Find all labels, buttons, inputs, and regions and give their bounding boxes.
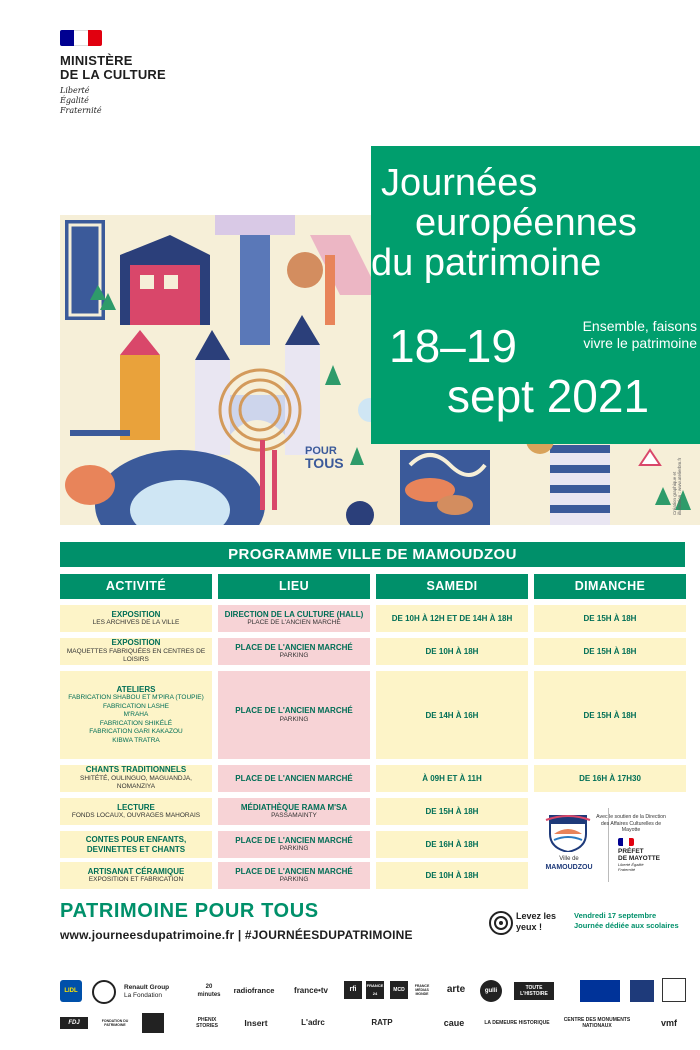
table-row-5-place: MÉDIATHÈQUE RAMA M'SA PASSAMAINTY [218, 798, 370, 825]
partner-logo-france24: FRANCE 24 [366, 981, 384, 999]
partner-logo-radiofrance: radiofrance [233, 986, 275, 995]
partner-logo-toutelhistoire: TOUTE L'HISTOIRE [514, 982, 554, 1000]
eye-icon [488, 910, 514, 936]
column-header-activity: ACTIVITÉ [60, 574, 212, 599]
partner-logo-gulli: gulli [480, 980, 502, 1002]
partner-logo-fondation-patrimoine: FONDATION DU PATRIMOINE [101, 1018, 129, 1027]
table-row-7-saturday: DE 10H À 18H [376, 862, 528, 889]
programme-heading: PROGRAMME VILLE DE MAMOUDZOU [60, 542, 685, 567]
table-row-7-place: PLACE DE L'ANCIEN MARCHÉ PARKING [218, 862, 370, 889]
table-row-2-place: PLACE DE L'ANCIEN MARCHÉ PARKING [218, 638, 370, 665]
french-flag-icon [60, 30, 102, 46]
table-row-3-activity: ATELIERS FABRICATION SHABOU ET M'PIRA (TOUPIE) FABRICATION LASHE M'RAHA FABRICATION SHIKÉLÉ FABRICATION GARI KAKAZOU KIBWA TRATRA [60, 671, 212, 759]
partner-logo-lidl: LIDL [60, 980, 82, 1002]
partner-logo-20minutes: 20 minutes [197, 984, 221, 998]
partner-logo-vmf: vmf [660, 1018, 677, 1028]
table-row-4-sunday: DE 16H À 17H30 [534, 765, 686, 792]
table-row-3-sunday: DE 15H À 18H [534, 671, 686, 759]
table-row-3-saturday: DE 14H À 16H [376, 671, 528, 759]
column-header-saturday: SAMEDI [376, 574, 528, 599]
event-tagline: Ensemble, faisons vivre le patrimoine [582, 318, 697, 351]
french-flag-small-icon [618, 838, 634, 846]
table-row-1-sunday: DE 15H À 18H [534, 605, 686, 632]
event-title: Journées européennes du patrimoine [371, 162, 637, 284]
partner-logo-insert: Insert [244, 1018, 268, 1028]
table-row-6-activity: CONTES POUR ENFANTS, DEVINETTES ET CHANTS [60, 831, 212, 858]
partner-logo-eu-flag [580, 980, 620, 1002]
table-row-2-sunday: DE 15H À 18H [534, 638, 686, 665]
table-row-1-place: DIRECTION DE LA CULTURE (HALL) PLACE DE L'ANCIEN MARCHÉ [218, 605, 370, 632]
partner-logo-rfi: rfi [344, 981, 362, 999]
partner-logo-francemediasmonde: FRANCE MÉDIAS MONDE [414, 984, 430, 996]
partner-logo-phenix: PHENIX STORIES [196, 1017, 218, 1029]
table-row-5-saturday: DE 15H À 18H [376, 798, 528, 825]
table-row-6-saturday: DE 16H À 18H [376, 831, 528, 858]
prefet-logo: PRÉFET DE MAYOTTE Liberté Égalité Fraternité [618, 838, 688, 872]
partner-logo-council-europe [630, 980, 654, 1002]
partner-logo-adrc: L'adrc [301, 1018, 325, 1027]
table-row-7-activity: ARTISANAT CÉRAMIQUE EXPOSITION ET FABRICATION [60, 862, 212, 889]
mamoudzou-logo: Ville de MAMOUDZOU [534, 810, 604, 882]
partner-logo-mcd: MCD [390, 981, 408, 999]
column-header-sunday: DIMANCHE [534, 574, 686, 599]
partner-logo-ratp: RATP [371, 1018, 393, 1027]
ministry-motto: Liberté Égalité Fraternité [60, 86, 102, 115]
ministry-logo [60, 30, 240, 116]
table-row-4-place: PLACE DE L'ANCIEN MARCHÉ [218, 765, 370, 792]
partner-logo-fdj: FDJ [60, 1017, 88, 1029]
table-row-4-saturday: À 09H ET À 11H [376, 765, 528, 792]
partner-logo-renault [92, 980, 116, 1004]
ministry-title: MINISTÈRE DE LA CULTURE [60, 53, 166, 82]
table-row-1-saturday: DE 10H À 12H ET DE 14H À 18H [376, 605, 528, 632]
partner-logo-arte: arte [446, 984, 466, 995]
partner-logo-heritage-emblem [662, 978, 686, 1002]
levez-les-yeux-logo: Levez les yeux ! [488, 906, 568, 942]
pour-tous-art-label: POUR TOUS [305, 445, 344, 471]
table-row-5-activity: LECTURE FONDS LOCAUX, OUVRAGES MAHORAIS [60, 798, 212, 825]
scolaires-note: Vendredi 17 septembre Journée dédiée aux scolaires [574, 911, 679, 930]
partner-logo-francetv: france•tv [294, 986, 328, 995]
illustration-credit: Création graphique et illustration : www.atelierbm.fr [672, 457, 682, 515]
event-dates: 18–19 [389, 320, 517, 372]
patrimoine-pour-tous-title: PATRIMOINE POUR TOUS [60, 900, 319, 922]
mamoudzou-crest-icon [544, 812, 592, 852]
column-header-place: LIEU [218, 574, 370, 599]
partner-logo-cmn: CENTRE DES MONUMENTS NATIONAUX [563, 1017, 631, 1029]
partner-logo-building-emblem [142, 1013, 164, 1033]
table-row-2-saturday: DE 10H À 18H [376, 638, 528, 665]
event-year: sept 2021 [447, 370, 650, 422]
table-row-2-activity: EXPOSITION MAQUETTES FABRIQUÉES EN CENTRES DE LOISIRS [60, 638, 212, 665]
partner-logo-caue: caue [443, 1018, 465, 1028]
event-title-panel [371, 146, 700, 444]
website-hashtag[interactable]: www.journeesdupatrimoine.fr | #JOURNÉESDUPATRIMOINE [60, 928, 413, 942]
partner-logo-demeure-historique: LA DEMEURE HISTORIQUE [484, 1020, 550, 1026]
table-row-6-place: PLACE DE L'ANCIEN MARCHÉ PARKING [218, 831, 370, 858]
partner-logo-renault-fondation: Renault Group La Fondation [124, 984, 170, 999]
support-text: Avec le soutien de la Direction des Affaires Culturelles de Mayotte [596, 814, 666, 833]
table-row-4-activity: CHANTS TRADITIONNELS SHITÉTÉ, OULINGUO, MAGUANDJA, NOMANZIYA [60, 765, 212, 792]
table-row-1-activity: EXPOSITION LES ARCHIVES DE LA VILLE [60, 605, 212, 632]
table-row-3-place: PLACE DE L'ANCIEN MARCHÉ PARKING [218, 671, 370, 759]
